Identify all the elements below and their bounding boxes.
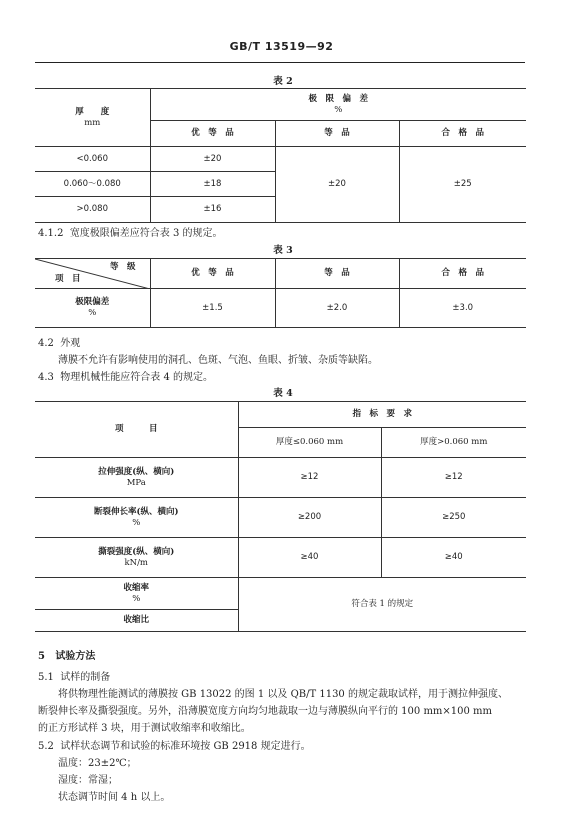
table4-row1-label: 拉伸强度(纵、横向) <box>98 466 175 477</box>
table3-value-qualified: ±3.0 <box>399 289 526 328</box>
table3-grade-superior: 优 等 品 <box>150 259 275 289</box>
table2-thickness-unit: mm <box>84 117 101 128</box>
table4-contract-label: 收缩比 <box>35 610 238 632</box>
section-4-1-2 <box>38 224 223 239</box>
table-row <box>35 498 526 538</box>
section-5-1-heading <box>38 668 110 683</box>
table-row <box>35 458 526 498</box>
table4-row3-label: 撕裂强度(纵、横向) <box>98 546 175 557</box>
table4-item-header: 项 目 <box>35 402 238 458</box>
table2-row3-superior: ±16 <box>150 197 275 223</box>
table4-group-header: 指 标 要 求 <box>238 402 526 428</box>
table3-row-unit: % <box>88 308 97 318</box>
table2-grade-superior: 优 等 品 <box>150 121 275 147</box>
table2-row2-thickness: 0.060～0.080 <box>35 172 150 197</box>
table2 <box>35 88 526 223</box>
section-5-1-line1: 将供物理性能测试的薄膜按 GB 13022 的图 1 以及 QB/T 1130 的规定裁取试样，用于测拉伸强度、 <box>58 689 508 700</box>
section-4-1-2-number: 4.1.2 <box>38 228 64 239</box>
table2-group-unit: % <box>334 104 343 115</box>
table-row <box>35 147 526 172</box>
section-5-1-line2: 断裂伸长率及撕裂强度。另外，沿薄膜宽度方向均匀地裁取一边与薄膜纵向平行的 100 mm×100 mm <box>38 706 493 717</box>
table4-row1-thin: ≥12 <box>238 458 381 498</box>
section-4-3 <box>38 368 213 383</box>
table3-corner-item: 项 目 <box>55 274 81 285</box>
table3-grade-qualified: 合 格 品 <box>399 259 526 289</box>
table4-shrink-unit: % <box>132 593 141 604</box>
table2-row2-superior: ±18 <box>150 172 275 197</box>
table-row <box>35 578 526 610</box>
section-5-heading <box>38 647 95 662</box>
section-4-2-text: 薄膜不允许有影响使用的洞孔、色斑、气泡、鱼眼、折皱、杂质等缺陷。 <box>58 355 378 366</box>
table4-row2-label: 断裂伸长率(纵、横向) <box>93 506 179 517</box>
table4-row1-thick: ≥12 <box>381 458 526 498</box>
table2-thickness-header <box>35 89 150 147</box>
table2-group-header <box>150 89 526 121</box>
table4-row2-unit: % <box>132 517 141 528</box>
section-5-2-number: 5.2 <box>38 741 54 752</box>
section-5-1-line3: 的正方形试样 3 块，用于测试收缩率和收缩比。 <box>38 723 251 734</box>
table4-row3-unit: kN/m <box>124 557 148 568</box>
table4-col-thick: 厚度>0.060 mm <box>381 428 526 458</box>
table3-corner-grade: 等 级 <box>109 262 136 272</box>
section-5-2-heading <box>38 737 311 752</box>
table2-caption: 表 2 <box>273 76 293 87</box>
table3-row-label: 极限偏差 <box>75 297 110 308</box>
section-4-3-number: 4.3 <box>38 372 54 383</box>
section-5-number: 5 <box>38 651 45 662</box>
table3-value-first: ±2.0 <box>275 289 399 328</box>
table-row <box>35 538 526 578</box>
table3-caption: 表 3 <box>273 245 293 256</box>
section-5-1-number: 5.1 <box>38 672 54 683</box>
table4-row1-unit: MPa <box>126 477 146 488</box>
section-4-1-2-text: 宽度极限偏差应符合表 3 的规定。 <box>69 228 223 239</box>
section-4-2-number: 4.2 <box>38 338 54 349</box>
table4-col-thin: 厚度≤0.060 mm <box>238 428 381 458</box>
table2-thickness-label: 厚 度 <box>75 106 110 117</box>
table4-shrink-label-cell <box>35 578 238 610</box>
table2-grade-first: 等 品 <box>275 121 399 147</box>
table4-row3-thin: ≥40 <box>238 538 381 578</box>
table4-row2-thin: ≥200 <box>238 498 381 538</box>
section-5-2-time: 状态调节时间 4 h 以上。 <box>58 792 171 803</box>
section-5-2-text: 试样状态调节和试验的标准环境按 GB 2918 规定进行。 <box>60 741 311 752</box>
table4-shrink-label: 收缩率 <box>123 582 149 593</box>
table4-row2-thick: ≥250 <box>381 498 526 538</box>
table2-group-label: 极 限 偏 差 <box>308 93 369 104</box>
table4-caption: 表 4 <box>273 388 293 399</box>
section-4-2-heading <box>38 334 80 349</box>
table2-row3-thickness: >0.080 <box>35 197 150 223</box>
table3-corner-cell <box>35 259 150 289</box>
table2-qualified-value: ±25 <box>399 147 526 223</box>
table2-row1-thickness: <0.060 <box>35 147 150 172</box>
table3 <box>35 258 526 328</box>
document-code: GB/T 13519—92 <box>229 40 334 53</box>
table4-row3-thick: ≥40 <box>381 538 526 578</box>
section-4-2-title: 外观 <box>60 338 81 349</box>
table-row <box>35 289 526 328</box>
table4 <box>35 401 526 632</box>
table3-grade-first: 等 品 <box>275 259 399 289</box>
section-5-1-title: 试样的制备 <box>60 672 111 683</box>
table2-row1-superior: ±20 <box>150 147 275 172</box>
table4-shrink-value: 符合表 1 的规定 <box>238 578 526 632</box>
section-5-title: 试验方法 <box>55 651 96 662</box>
section-4-3-text: 物理机械性能应符合表 4 的规定。 <box>60 372 213 383</box>
header-rule <box>35 62 525 63</box>
table2-first-value: ±20 <box>275 147 399 223</box>
table4-row2-label-cell <box>35 498 238 538</box>
table2-grade-qualified: 合 格 品 <box>399 121 526 147</box>
table3-row-label-cell <box>35 289 150 328</box>
section-5-2-temperature: 温度：23±2℃； <box>58 758 137 769</box>
table4-row3-label-cell <box>35 538 238 578</box>
table4-row1-label-cell <box>35 458 238 498</box>
section-5-2-humidity: 湿度：常湿； <box>58 775 118 786</box>
table3-value-superior: ±1.5 <box>150 289 275 328</box>
